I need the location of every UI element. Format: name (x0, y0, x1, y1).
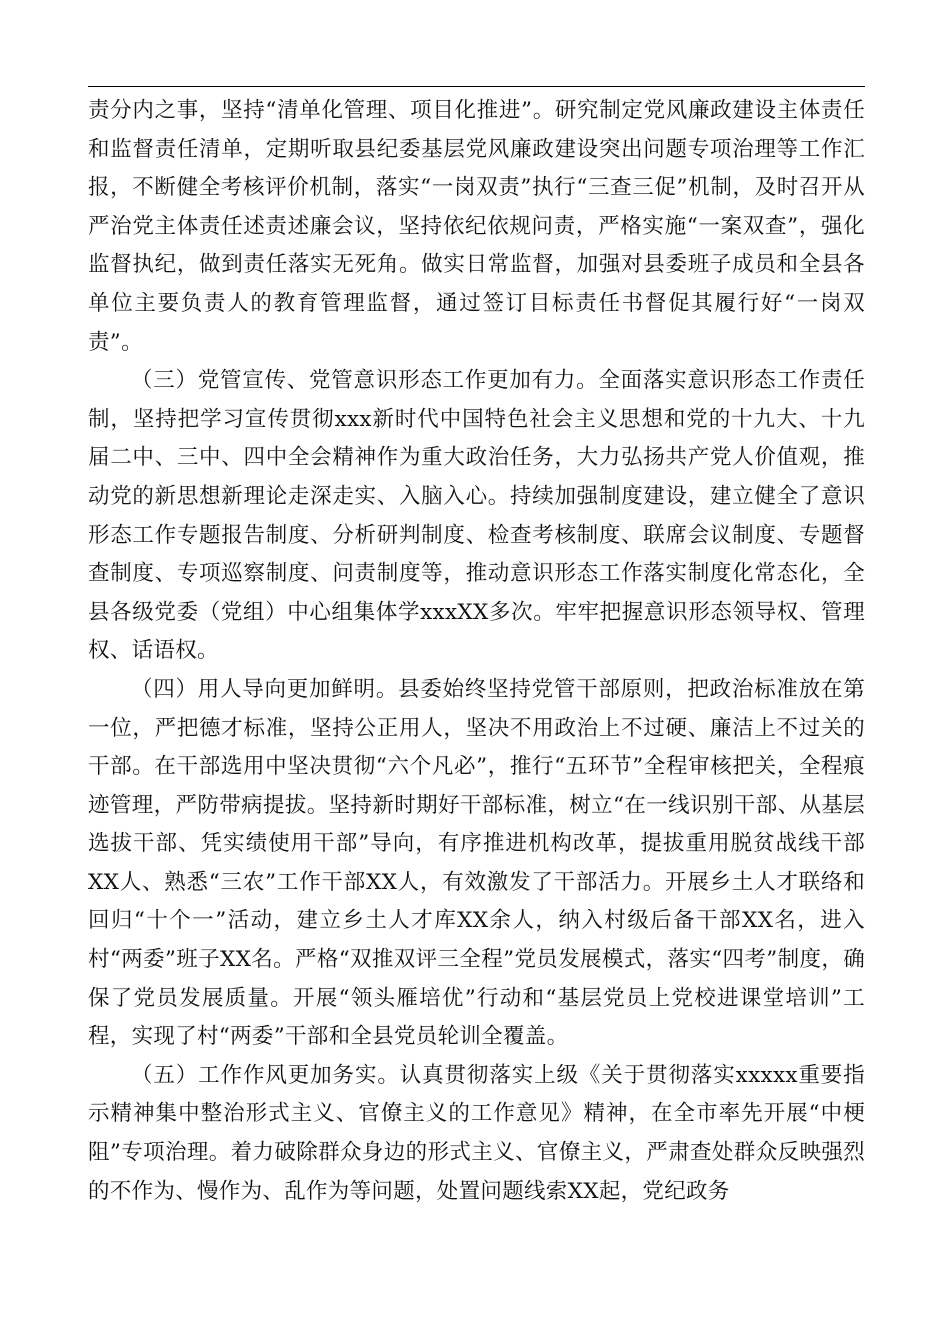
paragraph-work-style: （五）工作作风更加务实。认真贯彻落实上级《关于贯彻落实xxxxx重要指示精神集中整治形式主义、官僚主义的工作意见》精神，在全市率先开展“中梗阻”专项治理。着力破除群众身边的形式主义、官僚主义，严肃查处群众反映强烈的不作为、慢作为、乱作为等问题，处置问题线索XX起，党纪政务 (88, 1062, 865, 1204)
document-body (88, 92, 865, 1211)
header-rule (88, 86, 865, 87)
paragraph-personnel-orientation: （四）用人导向更加鲜明。县委始终坚持党管干部原则，把政治标准放在第一位，严把德才标准，坚持公正用人，坚决不用政治上不过硬、廉洁上不过关的干部。在干部选用中坚决贯彻“六个凡必”，推行“五环节”全程审核把关，全程痕迹管理，严防带病提拔。坚持新时期好干部标准，树立“在一线识别干部、从基层选拔干部、凭实绩使用干部”导向，有序推进机构改革，提拔重用脱贫战线干部XX人、熟悉“三农”工作干部XX人，有效激发了干部活力。开展乡土人才联络和回归“十个一”活动，建立乡土人才库XX余人，纳入村级后备干部XX名，进入村“两委”班子XX名。严格“双推双评三全程”党员发展模式，落实“四考”制度，确保了党员发展质量。开展“领头雁培优”行动和“基层党员上党校进课堂培训”工程，实现了村“两委”干部和全县党员轮训全覆盖。 (88, 676, 865, 1050)
paragraph-ideology-work: （三）党管宣传、党管意识形态工作更加有力。全面落实意识形态工作责任制，坚持把学习宣传贯彻xxx新时代中国特色社会主义思想和党的十九大、十九届二中、三中、四中全会精神作为重大政治任务，大力弘扬共产党人价值观，推动党的新思想新理论走深走实、入脑入心。持续加强制度建设，建立健全了意识形态工作专题报告制度、分析研判制度、检查考核制度、联席会议制度、专题督查制度、专项巡察制度、问责制度等，推动意识形态工作落实制度化常态化，全县各级党委（党组）中心组集体学xxxXX多次。牢牢把握意识形态领导权、管理权、话语权。 (88, 368, 865, 664)
paragraph-continued-responsibility: 责分内之事，坚持“清单化管理、项目化推进”。研究制定党风廉政建设主体责任和监督责任清单，定期听取县纪委基层党风廉政建设突出问题专项治理等工作汇报，不断健全考核评价机制，落实“一岗双责”执行“三查三促”机制，及时召开从严治党主体责任述责述廉会议，坚持依纪依规问责，严格实施“一案双查”，强化监督执纪，做到责任落实无死角。做实日常监督，加强对县委班子成员和全县各单位主要负责人的教育管理监督，通过签订目标责任书督促其履行好“一岗双责”。 (88, 98, 865, 355)
